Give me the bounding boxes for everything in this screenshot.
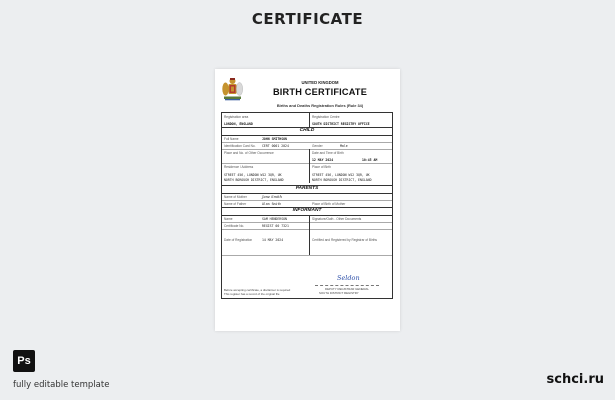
informant-name-value: SAM HENDERSON [262,217,287,221]
father-value: Alan Smith [262,202,282,206]
royal-crest-icon [221,76,244,102]
child-residence-value: STREET 456, LONDON W12 3QR, UK [224,173,282,177]
registrar-office: SOUTH DISTRICT REGISTRY [319,291,359,295]
page-title: CERTIFICATE [251,10,364,28]
registrar-title: DEPUTY REGISTRAR GENERAL [325,287,369,291]
divider [222,255,392,256]
divider [222,142,392,143]
divider [222,222,392,223]
informant-qualification-label: Signature/Oath - Other Documents [312,217,362,221]
child-number-label: Identification Card No. [224,144,256,148]
country-label: UNITED KINGDOM [301,80,339,85]
certificate-subtitle: Births and Deaths Registration Rules (Rule 34) [276,103,364,108]
site-watermark: schci.ru [546,372,604,387]
child-fullname-value: JOHN SMITHSON [262,137,287,141]
child-number-value: CERT 0001 2024 [262,144,289,148]
section-heading-parents: PARENTS [295,186,319,191]
child-registration-value: NORTH BOROUGH DISTRICT, ENGLAND [312,178,372,182]
registration-district-label: Registration area [224,114,249,119]
divider [222,149,392,150]
divider [222,215,392,216]
divider [222,163,392,164]
father-label: Name of Father [224,202,247,206]
child-time-value: 10:45 AM [362,158,378,162]
divider [222,193,392,194]
mother-label: Name of Mother [224,195,247,199]
informant-name-label: Name [224,217,233,221]
registration-district-value: LONDON, ENGLAND [224,121,253,126]
registrar-signature: Seldon [337,274,360,282]
registration-entry-label: Registration Centre [312,114,340,119]
child-registration-value: STREET 456, LONDON W12 3QR, UK [312,173,370,177]
footer-note: Before accepting certificate, a disclaimer is required [224,288,291,292]
mother-place-label: Place of Birth of Mother [312,202,346,206]
informant-certificate-value: REGIST 00 7321 [262,224,289,228]
editable-caption: fully editable template [13,380,110,390]
informant-certificate-label: Certificate No. [224,224,245,228]
informant-certified-label: Certified and Registered by Registrar of Births [312,238,378,242]
certificate-title: BIRTH CERTIFICATE [272,87,368,97]
child-registration-label: Place of Birth [312,165,331,169]
child-residence-label: Residence / Address [224,165,254,169]
registration-entry-value: SOUTH DISTRICT REGISTRY OFFICE [312,121,370,126]
footer-note: This register has a record of the original file [224,292,280,296]
section-heading-informant: INFORMANT [292,208,322,213]
child-birthplace-label: Place and No. of Other Occurrence [224,151,274,155]
divider [222,229,392,230]
informant-date-value: 14 MAY 2024 [262,238,284,242]
child-gender-value: Male [340,144,348,148]
child-residence-value: NORTH BOROUGH DISTRICT, ENGLAND [224,178,284,182]
certificate-document [215,69,400,331]
divider [309,149,310,183]
mother-value: Jane Smith [262,194,282,199]
divider [222,135,392,136]
signature-line [315,285,379,286]
divider [222,200,392,201]
child-fullname-label: Full Name [224,137,239,141]
divider [309,113,310,127]
child-date-label: Date and Time of Birth [312,151,344,155]
child-gender-label: Gender [312,144,323,148]
divider [309,215,310,255]
section-heading-child: CHILD [299,128,315,133]
photoshop-icon: Ps [13,350,35,372]
child-date-value: 12 MAY 2024 [312,158,334,162]
informant-date-label: Date of Registration [224,238,253,242]
certificate-form [221,112,393,299]
